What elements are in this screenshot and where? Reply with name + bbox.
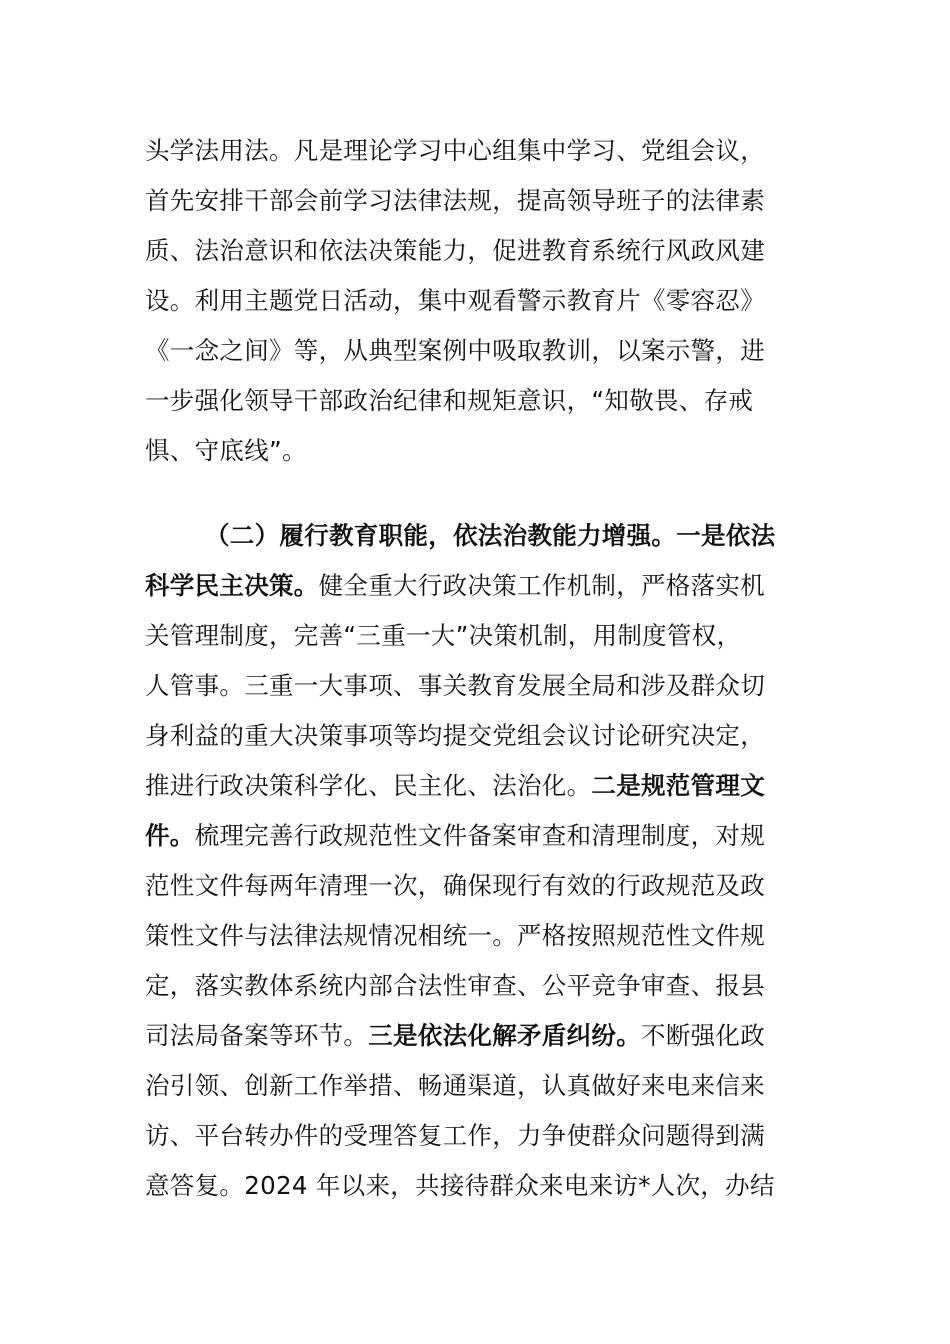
text-line: 人管事。三重一大事项、事关教育发展全局和涉及群众切 [145, 671, 765, 700]
line-text: 司法局备案等环节。 [145, 1021, 369, 1050]
text-line: 策性文件与法律法规情况相统一。严格按照规范性文件规 [145, 921, 765, 950]
text-line: 访、平台转办件的受理答复工作，力争使群众问题得到满 [145, 1121, 765, 1150]
text-line [145, 811, 805, 861]
text-line: 一步强化领导干部政治纪律和规矩意识，“知敬畏、存戒 [145, 386, 754, 415]
text-line: 首先安排干部会前学习法律法规，提高领导班子的法律素 [145, 186, 765, 215]
line-text: 健全重大行政决策工作机制，严格落实机 [318, 571, 766, 600]
text-line [145, 1011, 805, 1061]
text-line [145, 561, 805, 611]
text-line: 定，落实教体系统内部合法性审查、公平竞争审查、报县 [145, 971, 765, 1000]
paragraph-1 [145, 126, 805, 476]
text-line: 设。利用主题党日活动，集中观看警示教育片《零容忍》 [145, 286, 765, 315]
bold-phrase: 科学民主决策。 [145, 571, 319, 600]
line-text: 梳理完善行政规范性文件备案审查和清理制度，对规 [194, 821, 766, 850]
text-line [145, 761, 805, 811]
text-line: 治引领、创新工作举措、畅通渠道，认真做好来电来信来 [145, 1071, 765, 1100]
text-line: 范性文件每两年清理一次，确保现行有效的行政规范及政 [145, 871, 765, 900]
text-line: 惧、守底线”。 [145, 436, 307, 465]
section-heading: （二）履行教育职能，依法治教能力增强。一是依法 [205, 521, 776, 550]
text-line: 关管理制度，完善“三重一大”决策机制，用制度管权， [145, 621, 742, 650]
text-line: 身利益的重大决策事项等均提交党组会议讨论研究决定， [145, 721, 765, 750]
line-text: 推进行政决策科学化、民主化、法治化。 [145, 771, 592, 800]
text-line: 《一念之间》等，从典型案例中吸取教训，以案示警，进 [145, 336, 765, 365]
line-text: 不断强化政 [641, 1021, 766, 1050]
bold-phrase: 件。 [145, 821, 195, 850]
text-line: 头学法用法。凡是理论学习中心组集中学习、党组会议， [145, 136, 765, 165]
text-line: 意答复。2024 年以来，共接待群众来电来访*人次，办结 [145, 1171, 775, 1200]
bold-phrase: 三是依法化解矛盾纠纷。 [368, 1021, 642, 1050]
paragraph-2 [145, 511, 805, 1211]
text-line: 质、法治意识和依法决策能力，促进教育系统行风政风建 [145, 236, 765, 265]
bold-phrase: 二是规范管理文 [591, 771, 766, 800]
